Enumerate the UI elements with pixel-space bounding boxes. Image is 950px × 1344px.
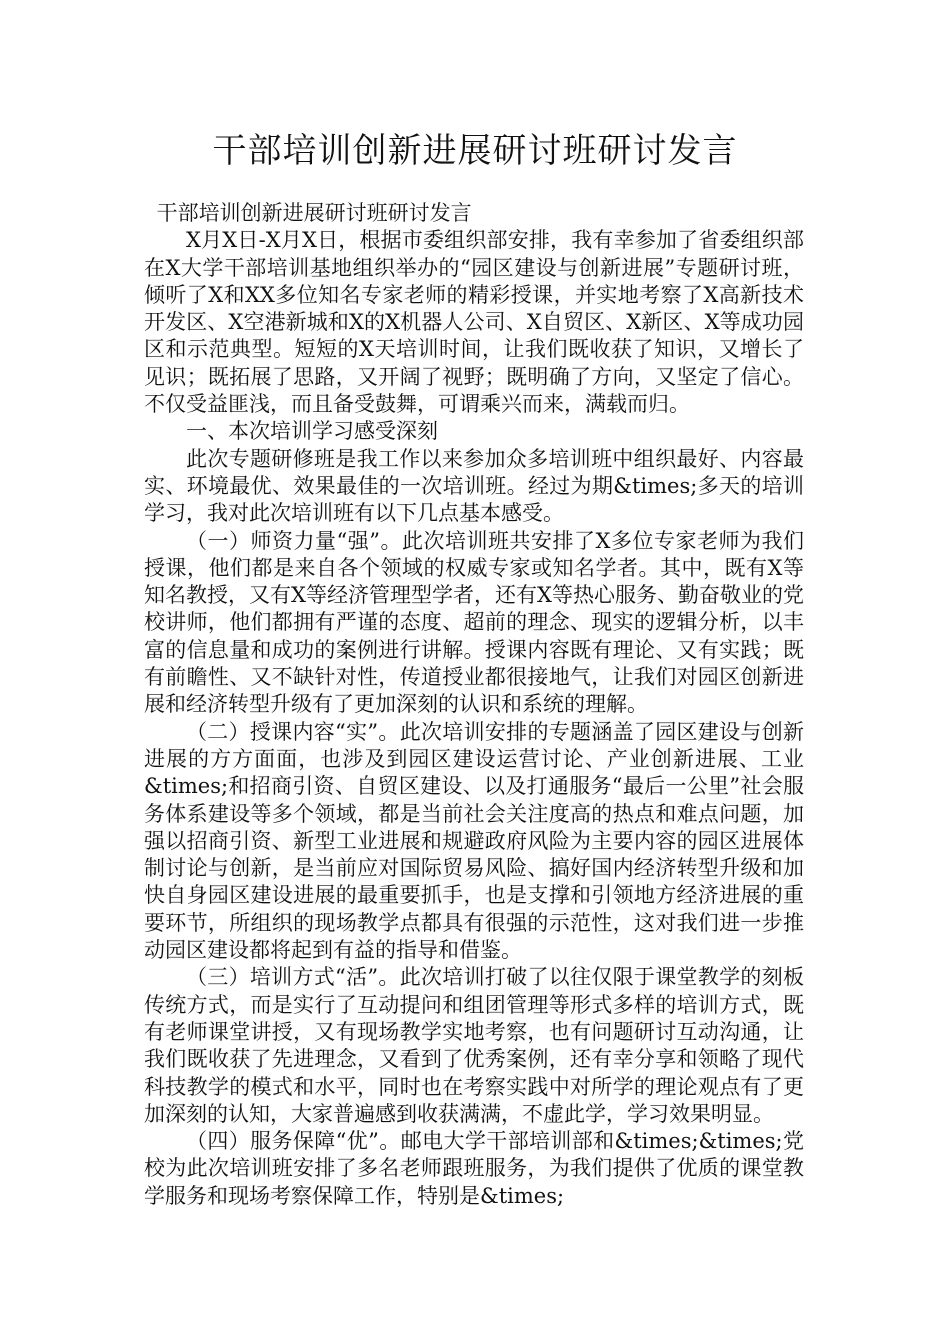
paragraph-point-3: （三）培训方式“活”。此次培训打破了以往仅限于课堂教学的刻板传统方式，而是实行了互动提问和组团管理等形式多样的培训方式，既有老师课堂讲授，又有现场教学实地考察，也有问题研讨互动沟通，让我们既收获了先进理念，又看到了优秀案例，还有幸分享和领略了现代科技教学的模式和水平，同时也在考察实践中对所学的理论观点有了更加深刻的认知，大家普遍感到收获满满，不虚此学，学习效果明显。 — [144, 965, 804, 1126]
paragraph-intro: X月X日-X月X日，根据市委组织部安排，我有幸参加了省委组织部在X大学干部培训基地组织举办的“园区建设与创新进展”专题研讨班，倾听了X和XX多位知名专家老师的精彩授课，并实地考察了X高新技术开发区、X空港新城和X的X机器人公司、X自贸区、X新区、X等成功园区和示范典型。短短的X天培训时间，让我们既收获了知识，又增长了见识；既拓展了思路，又开阔了视野；既明确了方向，又坚定了信心。不仅受益匪浅，而且备受鼓舞，可谓乘兴而来，满载而归。 — [144, 228, 804, 417]
paragraph-overview: 此次专题研修班是我工作以来参加众多培训班中组织最好、内容最实、环境最优、效果最佳的一次培训班。经过为期&times;多天的培训学习，我对此次培训班有以下几点基本感受。 — [144, 446, 804, 526]
document-body — [144, 200, 804, 1210]
paragraph-point-2: （二）授课内容“实”。此次培训安排的专题涵盖了园区建设与创新进展的方方面面，也涉及到园区建设运营讨论、产业创新进展、工业&times;和招商引资、自贸区建设、以及打通服务“最后一公里”社会服务体系建设等多个领域，都是当前社会关注度高的热点和难点问题，加强以招商引资、新型工业进展和规避政府风险为主要内容的园区进展体制讨论与创新，是当前应对国际贸易风险、搞好国内经济转型升级和加快自身园区建设进展的最重要抓手，也是支撑和引领地方经济进展的重要环节，所组织的现场教学点都具有很强的示范性，这对我们进一步推动园区建设都将起到有益的指导和借鉴。 — [144, 719, 804, 963]
document-subtitle: 干部培训创新进展研讨班研讨发言 — [156, 201, 472, 225]
document-title: 干部培训创新进展研讨班研讨发言 — [212, 131, 738, 171]
paragraph-point-4: （四）服务保障“优”。邮电大学干部培训部和&times;&times;党校为此次培训班安排了多名老师跟班服务，为我们提供了优质的课堂教学服务和现场考察保障工作，特别是&times; — [144, 1129, 804, 1208]
paragraph-point-1: （一）师资力量“强”。此次培训班共安排了X多位专家老师为我们授课，他们都是来自各个领域的权威专家或知名学者。其中，既有X等知名教授，又有X等经济管理型学者，还有X等热心服务、勤奋敬业的党校讲师，他们都拥有严谨的态度、超前的理念、现实的逻辑分析，以丰富的信息量和成功的案例进行讲解。授课内容既有理论、又有实践；既有前瞻性、又不缺针对性，传道授业都很接地气，让我们对园区创新进展和经济转型升级有了更加深刻的认识和系统的理解。 — [144, 528, 804, 717]
section-heading-1: 一、本次培训学习感受深刻 — [186, 419, 438, 444]
